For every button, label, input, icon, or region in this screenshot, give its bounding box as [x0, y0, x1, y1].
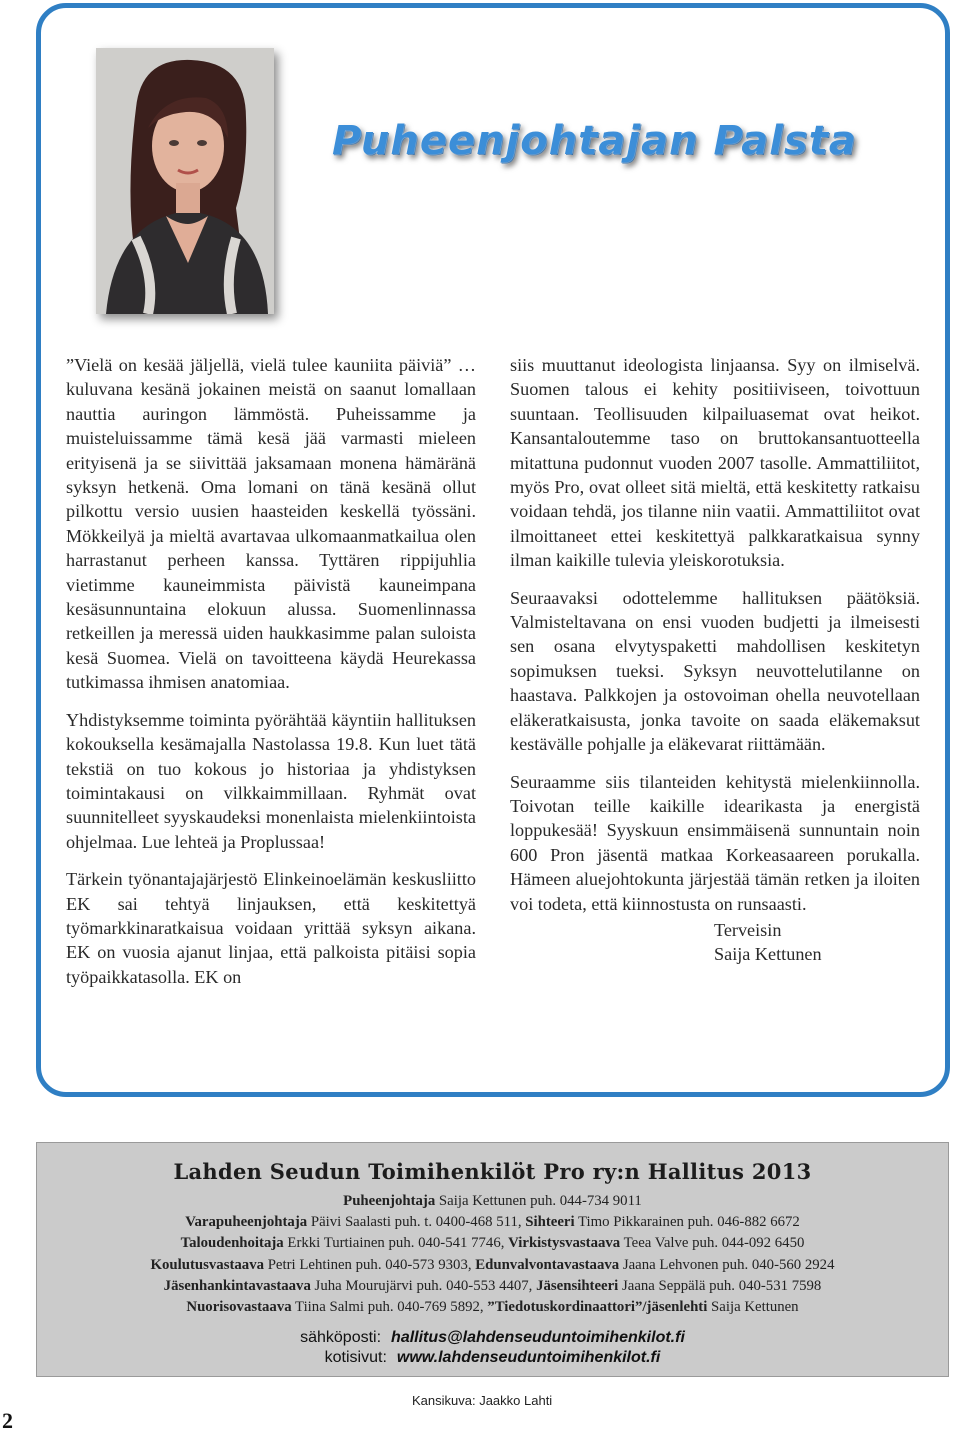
role: Jäsensihteeri: [536, 1277, 619, 1294]
board-title: Lahden Seudun Toimihenkilöt Pro ry:n Hallitus 2013: [173, 1159, 812, 1184]
role: Virkistysvastaava: [508, 1235, 621, 1252]
paragraph: Yhdistyksemme toiminta pyörähtää käyntiin hallituksen kokouksella kesämajalla Nastolassa 19.8. Kun luet tätä tekstiä on tuo kokous jo historiaa ja yhdistyksen toimintakausi on vilkkaimmillaan. Ryhmät ovat suunnitelleet syyskaudeksi monenlaista mielenkiintoista ohjelmaa. Lue lehteä ja Proplussaa!: [66, 709, 476, 852]
email-label: sähköposti:: [300, 1329, 382, 1347]
role: Varapuheenjohtaja: [185, 1214, 308, 1231]
member: Saija Kettunen: [707, 1299, 799, 1316]
member: Päivi Saalasti puh. t. 0400-468 511,: [307, 1214, 526, 1231]
board-line: [37, 1212, 948, 1233]
member: Jaana Lehvonen puh. 040-560 2924: [619, 1256, 835, 1273]
member: Timo Pikkarainen puh. 046-882 6672: [574, 1214, 800, 1231]
photo-credit: Kansikuva: Jaakko Lahti: [412, 1393, 553, 1408]
member: Erkki Turtiainen puh. 040-541 7746,: [283, 1235, 509, 1252]
role: Koulutusvastaava: [150, 1256, 264, 1273]
paragraph: Tärkein työnantajajärjestö Elinkeinoelämän keskusliitto EK sai tehtyä linjauksen, että keskitettyä työmarkkinaratkaisua voidaan yrittää syksyn aikana. EK on vuosia ajanut linjaa, että palkoista pitäisi sopia työpaikkatasolla. EK on: [66, 869, 476, 987]
member: Petri Lehtinen puh. 040-573 9303,: [264, 1256, 476, 1273]
board-info-box: [36, 1142, 949, 1377]
signature-block: [714, 918, 920, 967]
role: Puheenjohtaja: [343, 1193, 436, 1209]
board-line: [37, 1233, 948, 1254]
member: Juha Mourujärvi puh. 040-553 4407,: [310, 1277, 537, 1294]
member: Tiina Salmi puh. 040-769 5892,: [291, 1299, 488, 1316]
board-members: [37, 1191, 948, 1318]
board-line: [37, 1276, 948, 1297]
role: Taloudenhoitaja: [180, 1235, 284, 1252]
member: Teea Valve puh. 044-092 6450: [620, 1235, 805, 1252]
right-column: [510, 353, 920, 967]
column-title: Puheenjohtajan Palsta: [332, 118, 857, 164]
page-number: 2: [2, 1408, 13, 1433]
board-line: [37, 1297, 948, 1318]
paragraph: Seuraamme siis tilanteiden kehitystä mielenkiinnolla. Toivotan teille kaikille idearikasta ja energistä loppukesää! Syyskuun ensimmäisenä sunnuntain noin 600 Pron jäsentä matkaa Korkeasaareen porukalla. Hämeen aluejohtokunta järjestää tämän retken ja iloiten voi todeta, että kiinnostusta on runsaasti.: [510, 771, 920, 914]
paragraph: Seuraavaksi odottelemme hallituksen päätöksiä. Valmisteltavana on ensi vuoden budjetti ja ilmeisesti sen osana elvytyspaketti mahdollisen keskitetyn sopimuksen tueksi. Syksyn neuvottelutilanne on haastava. Palkkojen ja ostovoiman ohella neuvotellaan eläkeratkaisusta, jonka tavoite on saada eläkemaksut kestävälle pohjalle ja eläkevarat riittämään.: [510, 587, 920, 755]
website-link[interactable]: www.lahdenseuduntoimihenkilot.fi: [396, 1349, 661, 1367]
role: Nuorisovastaava: [186, 1299, 292, 1316]
author-portrait: [96, 48, 274, 314]
contact-info: [37, 1328, 948, 1368]
member: Saija Kettunen puh. 044-734 9011: [435, 1193, 642, 1209]
member: Jaana Seppälä puh. 040-531 7598: [618, 1277, 822, 1294]
paragraph: ”Vielä on kesää jäljellä, vielä tulee kauniita päiviä” …kuluvana kesänä jokainen meistä on saanut lomallaan nauttia auringon lämmöstä. Puheissamme ja muisteluissamme tämä kesä jää varmasti mieleen erityisenä ja se siivittää jaksamaan monena hämäränä syksyn hetkenä. Oma lomani on tänä kesänä ollut pilkottu versio uusien haasteiden keskellä työssäni. Mökkeilyä ja mieltä avartavaa ulkomaanmatkailua olen harrastanut perheen kanssa. Tyttären rippijuhlia vietimme kauneimmista päivistä kauneimpana kesäsunnuntaina elokuun alussa. Suomenlinnassa retkeillen ja meressä uiden haukkasimme palan suloista kesä Suomea. Vielä on tavoitteena käydä Heurekassa tutkimassa ihmisen anatomiaa.: [66, 355, 476, 693]
email-link[interactable]: hallitus@lahdenseuduntoimihenkilot.fi: [391, 1329, 685, 1347]
signature-greeting: Terveisin: [714, 919, 782, 940]
left-column: [66, 353, 476, 1002]
website-label: kotisivut:: [324, 1349, 387, 1367]
role: Jäsenhankintavastaava: [163, 1277, 311, 1294]
board-line: [37, 1191, 948, 1212]
paragraph: siis muuttanut ideologista linjaansa. Syy on ilmiselvä. Suomen talous ei kehity positiiviseen, toivottuun suuntaan. Teollisuuden kilpailuasemat ovat heikot. Kansantaloutemme taso on bruttokansantuotteella mitattuna pudonnut vuoden 2007 tasolle. Ammattiliitot, myös Pro, ovat olleet sitä mieltä, että keskitetty ratkaisu voidaan tehdä, jos tilanne niin vaatii. Ammattiliitot ovat ilmoittaneet ettei keskitettyä palkkaratkaisua synny ilman kaikille tulevia yleiskorotuksia.: [510, 355, 920, 571]
board-line: [37, 1255, 948, 1276]
signature-name: Saija Kettunen: [714, 944, 822, 965]
role: ”Tiedotuskordinaattori”/jäsenlehti: [487, 1299, 708, 1316]
role: Edunvalvontavastaava: [475, 1256, 620, 1273]
role: Sihteeri: [525, 1214, 575, 1231]
